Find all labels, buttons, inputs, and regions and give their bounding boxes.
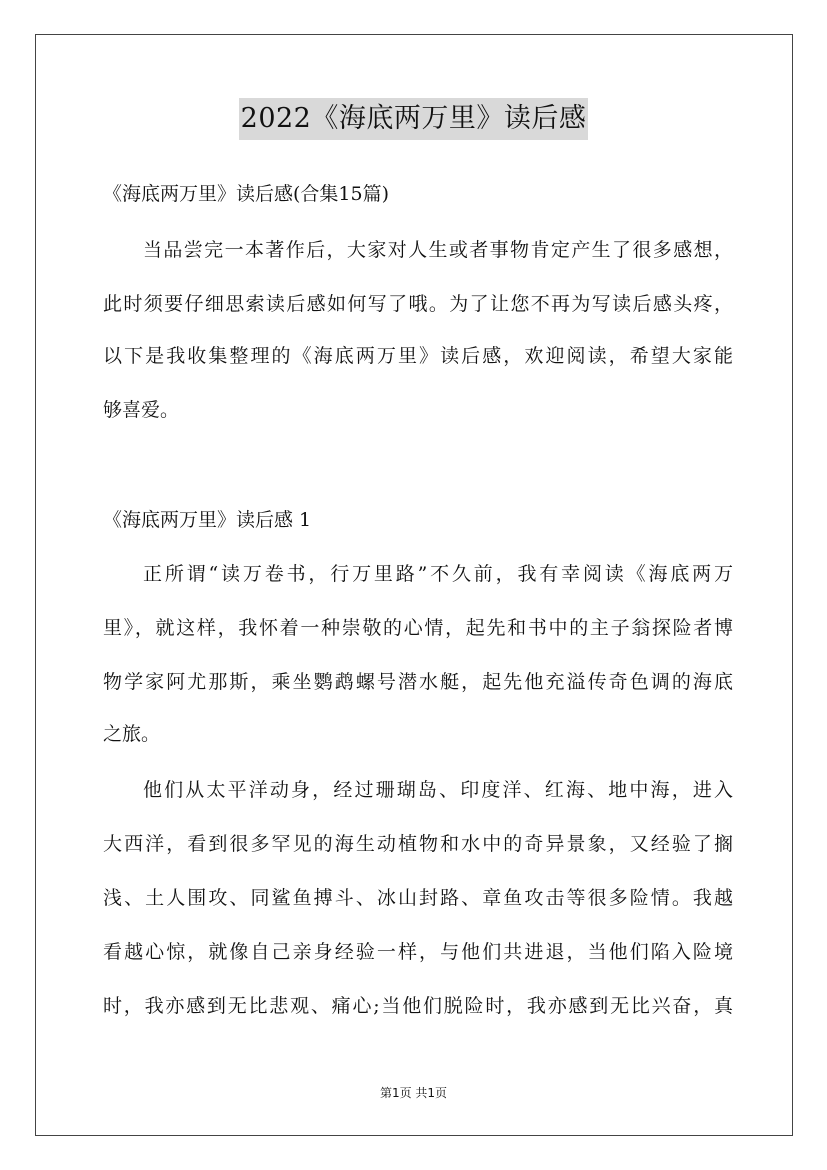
paragraph-line: 时，我亦感到无比悲观、痛心;当他们脱险时，我亦感到无比兴奋，真	[103, 995, 733, 1017]
title-container	[0, 98, 827, 140]
paragraph-line: 大西洋，看到很多罕见的海生动植物和水中的奇异景象，又经验了搁	[103, 833, 733, 855]
paragraph-line: 他们从太平洋动身，经过珊瑚岛、印度洋、红海、地中海，进入	[143, 779, 733, 801]
page-number: 第1页 共1页	[379, 1086, 448, 1100]
paragraph-line: 看越心惊，就像自己亲身经验一样，与他们共进退，当他们陷入险境	[103, 941, 733, 963]
intro-line: 够喜爱。	[103, 399, 180, 421]
intro-line: 此时须要仔细思索读后感如何写了哦。为了让您不再为写读后感头疼，	[103, 293, 733, 315]
section-heading: 《海底两万里》读后感 1	[103, 509, 312, 531]
paragraph-line: 浅、土人围攻、同鲨鱼搏斗、冰山封路、章鱼攻击等很多险情。我越	[103, 887, 733, 909]
paragraph-line: 正所谓“读万卷书，行万里路”不久前，我有幸阅读《海底两万	[143, 563, 733, 585]
paragraph-line: 之旅。	[103, 723, 161, 745]
intro-line: 以下是我收集整理的《海底两万里》读后感，欢迎阅读，希望大家能	[103, 345, 733, 367]
document-subtitle: 《海底两万里》读后感(合集15篇)	[103, 183, 390, 205]
document-title: 2022《海底两万里》读后感	[239, 98, 589, 140]
paragraph-line: 物学家阿尤那斯，乘坐鹦鹉螺号潜水艇，起先他充溢传奇色调的海底	[103, 671, 733, 693]
intro-line: 当品尝完一本著作后，大家对人生或者事物肯定产生了很多感想，	[143, 239, 733, 261]
paragraph-line: 里》，就这样，我怀着一种崇敬的心情，起先和书中的主子翁探险者博	[103, 617, 733, 639]
